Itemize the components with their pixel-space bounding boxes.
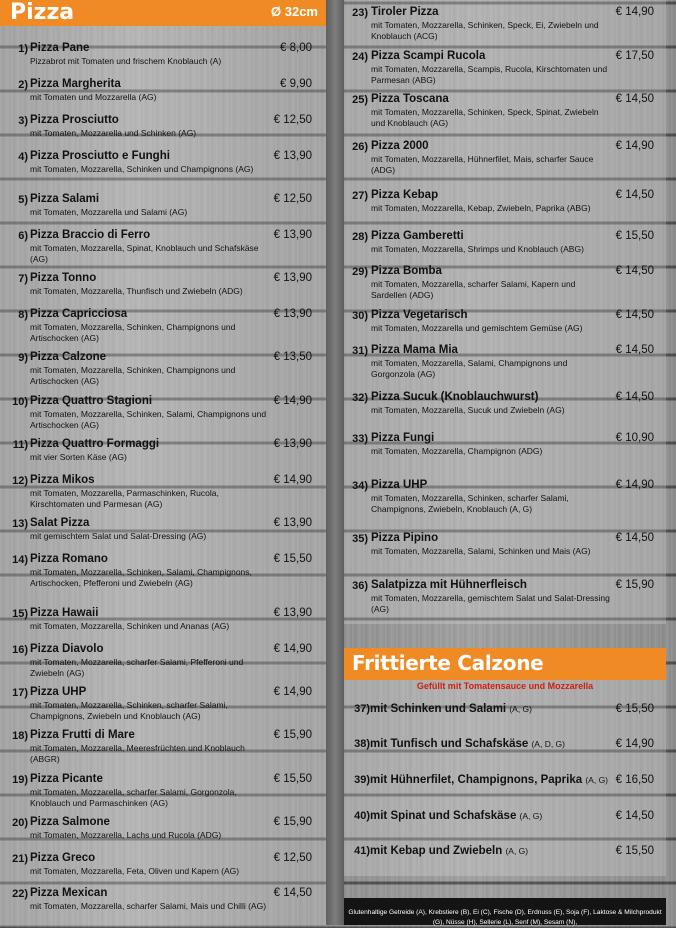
item-price: € 17,50: [615, 50, 654, 62]
item-price: € 14,50: [615, 532, 654, 544]
item-name: Pizza Pane: [30, 42, 90, 54]
pizza-title: Pizza: [10, 0, 75, 25]
item-name: Pizza Romano: [30, 553, 108, 565]
item-allergen: (A, G): [509, 704, 532, 714]
item-description: mit Tomaten, Mozzarella, Schinken, scharfer Salami, Champignons, Zwiebeln und Knoblauch (AG): [30, 700, 228, 721]
item-price: € 16,50: [615, 774, 654, 786]
item-number: 3): [18, 115, 28, 127]
item-number: 41): [354, 845, 370, 857]
item-number: 37): [354, 703, 370, 715]
item-name: Pizza Gamberetti: [371, 230, 464, 242]
item-name: Pizza Mikos: [30, 474, 95, 486]
item-price: € 13,50: [273, 351, 312, 363]
item-description: mit Tomaten, Mozzarella, gemischtem Salat und Salat-Dressing (AG): [371, 593, 610, 614]
item-description: mit Tomaten und Mozzarella (AG): [30, 92, 157, 102]
item-price: € 15,50: [273, 773, 312, 785]
item-name: Pizza Bomba: [371, 265, 442, 277]
item-description: mit Tomaten, Mozzarella, Schinken, Salami, Champignons, Artischocken, Pfefferoni und Zwiebeln (AG): [30, 567, 252, 588]
item-price: € 15,50: [615, 703, 654, 715]
item-name: Salat Pizza: [30, 517, 90, 529]
item-price: € 14,90: [273, 395, 312, 407]
item-price: € 14,90: [273, 474, 312, 486]
column-divider: [326, 0, 344, 925]
item-number: 15): [12, 608, 28, 620]
item-number: 1): [18, 43, 28, 55]
item-price: € 10,90: [615, 432, 654, 444]
item-description: mit Tomaten, Mozzarella, Schinken, scharfer Salami, Champignons, Zwiebeln, Knoblauch (A, G): [371, 493, 569, 514]
item-price: € 14,50: [615, 189, 654, 201]
item-price: € 14,50: [615, 810, 654, 822]
item-description: mit Tomaten, Mozzarella, Schinken und Ananas (AG): [30, 621, 230, 631]
item-description: mit Tomaten, Mozzarella, Schinken, Champignons und Artischocken (AG): [30, 365, 236, 386]
item-price: € 14,90: [615, 738, 654, 750]
item-number: 23): [352, 7, 368, 19]
item-description: mit Tomaten, Mozzarella, Lachs und Rucola (ADG): [30, 830, 222, 840]
item-description: mit Tomaten, Mozzarella, scharfer Salami, Gorgonzola, Knoblauch und Parmaschinken (AG): [30, 787, 237, 808]
item-price: € 8,00: [280, 42, 312, 54]
item-name: Pizza Capricciosa: [30, 308, 128, 320]
item-number: 8): [18, 309, 28, 321]
item-number: 31): [352, 345, 368, 357]
item-number: 29): [352, 266, 368, 278]
item-description: mit Tomaten, Mozzarella, Kebap, Zwiebeln, Paprika (ABG): [371, 203, 591, 213]
item-name: [370, 810, 542, 822]
item-price: € 13,90: [273, 517, 312, 529]
item-number: 30): [352, 310, 368, 322]
item-name: Pizza Toscana: [371, 93, 449, 105]
item-description: mit Tomaten, Mozzarella und gemischtem Gemüse (AG): [371, 323, 583, 333]
item-name-text: mit Spinat und Schafskäse: [370, 810, 520, 822]
item-name: [370, 774, 608, 786]
item-price: € 12,50: [273, 852, 312, 864]
item-name: Pizza Frutti di Mare: [30, 729, 135, 741]
item-number: 22): [12, 888, 28, 900]
item-number: 38): [354, 738, 370, 750]
item-price: € 9,90: [280, 78, 312, 90]
item-number: 12): [12, 475, 28, 487]
calzone-title: Frittierte Calzone: [352, 651, 544, 675]
item-name: Pizza Scampi Rucola: [371, 50, 486, 62]
item-description: mit Tomaten, Mozzarella, Parmaschinken, Rucola, Kirschtomaten und Parmesan (AG): [30, 488, 219, 509]
item-price: € 13,90: [273, 229, 312, 241]
item-price: € 14,90: [273, 643, 312, 655]
pizza-size: Ø 32cm: [271, 4, 318, 19]
item-price: € 13,90: [273, 150, 312, 162]
item-name-text: mit Schinken und Salami: [370, 703, 510, 715]
item-name: Pizza Mama Mia: [371, 344, 458, 356]
item-name: Pizza Hawaii: [30, 607, 99, 619]
item-name: Pizza Salmone: [30, 816, 110, 828]
item-number: 33): [352, 433, 368, 445]
item-name: Pizza Margherita: [30, 78, 121, 90]
item-name: Pizza Fungi: [371, 432, 435, 444]
item-description: mit vier Sorten Käse (AG): [30, 452, 127, 462]
item-name: Pizza Salami: [30, 193, 100, 205]
item-price: € 12,50: [273, 193, 312, 205]
item-allergen: (A, D, G): [531, 739, 565, 749]
item-number: 36): [352, 580, 368, 592]
allergen-footer: [344, 898, 666, 925]
item-number: 10): [12, 396, 28, 408]
calzone-section-header: [344, 648, 666, 680]
item-description: mit Tomaten, Mozzarella, Thunfisch und Zwiebeln (ADG): [30, 286, 243, 296]
item-name: Salatpizza mit Hühnerfleisch: [371, 579, 527, 591]
item-name: Pizza Greco: [30, 852, 96, 864]
item-price: € 13,90: [273, 272, 312, 284]
item-name: Pizza UHP: [30, 686, 87, 698]
item-description: mit Tomaten, Mozzarella, Spinat, Knoblauch und Schafskäse (AG): [30, 243, 259, 264]
item-description: mit Tomaten, Mozzarella, Salami, Champignons und Gorgonzola (AG): [371, 358, 568, 379]
item-number: 17): [12, 687, 28, 699]
item-name-text: mit Kebap und Zwiebeln: [370, 845, 506, 857]
item-price: € 14,90: [273, 686, 312, 698]
item-description: mit Tomaten, Mozzarella, scharfer Salami, Pfefferoni und Zwiebeln (AG): [30, 657, 244, 678]
item-name: Pizza Quattro Formaggi: [30, 438, 160, 450]
item-price: € 14,50: [615, 344, 654, 356]
item-name: Pizza Picante: [30, 773, 103, 785]
item-number: 11): [12, 439, 28, 451]
item-description: mit Tomaten, Mozzarella, scharfer Salami, Kapern und Sardellen (ADG): [371, 279, 576, 300]
item-name: Pizza Calzone: [30, 351, 107, 363]
item-price: € 15,90: [615, 579, 654, 591]
item-price: € 15,50: [273, 553, 312, 565]
item-number: 9): [18, 352, 28, 364]
item-price: € 14,50: [273, 887, 312, 899]
item-description: mit Tomaten, Mozzarella, Schinken, Champignons und Artischocken (AG): [30, 322, 236, 343]
item-name: Pizza Kebap: [371, 189, 439, 201]
item-price: € 15,50: [615, 230, 654, 242]
item-description: mit Tomaten, Mozzarella, Feta, Oliven und Kapern (AG): [30, 866, 240, 876]
item-number: 39): [354, 774, 370, 786]
item-number: 40): [354, 810, 370, 822]
item-number: 19): [12, 774, 28, 786]
item-name: [370, 845, 528, 857]
item-number: 2): [18, 79, 28, 91]
item-name: Pizza Pipino: [371, 532, 439, 544]
item-name: Pizza Quattro Stagioni: [30, 395, 153, 407]
item-price: € 14,90: [615, 140, 654, 152]
item-number: 4): [18, 151, 28, 163]
item-description: mit Tomaten, Mozzarella, Shrimps und Knoblauch (ABG): [371, 244, 584, 254]
calzone-subtitle: Gefüllt mit Tomatensauce und Mozzarella: [416, 681, 594, 691]
item-number: 26): [352, 141, 368, 153]
item-description: mit Tomaten, Mozzarella und Schinken (AG): [30, 128, 197, 138]
item-description: mit gemischtem Salat und Salat-Dressing (AG): [30, 531, 207, 541]
item-name: Tiroler Pizza: [371, 6, 439, 18]
item-number: 7): [18, 273, 28, 285]
item-description: mit Tomaten, Mozzarella, Schinken, Speck, Ei, Zwiebeln und Knoblauch (ACG): [371, 20, 599, 41]
item-description: mit Tomaten, Mozzarella, Hühnerfilet, Mais, scharfer Sauce (ADG): [371, 154, 594, 175]
item-price: € 15,90: [273, 729, 312, 741]
item-number: 28): [352, 231, 368, 243]
item-number: 18): [12, 730, 28, 742]
item-price: € 14,50: [615, 309, 654, 321]
item-price: € 12,50: [273, 114, 312, 126]
item-name: Pizza Sucuk (Knoblauchwurst): [371, 391, 539, 403]
item-number: 16): [12, 644, 28, 656]
item-description: mit Tomaten, Mozzarella, Sucuk und Zwiebeln (AG): [371, 405, 565, 415]
item-description: Pizzabrot mit Tomaten und frischem Knoblauch (A): [30, 56, 222, 66]
item-price: € 14,50: [615, 93, 654, 105]
item-price: € 14,50: [615, 391, 654, 403]
item-number: 20): [12, 817, 28, 829]
item-name: Pizza 2000: [371, 140, 429, 152]
item-name: Pizza UHP: [371, 479, 428, 491]
item-name-text: mit Tunfisch und Schafskäse: [370, 738, 532, 750]
item-price: € 13,90: [273, 308, 312, 320]
item-name: Pizza Prosciutto e Funghi: [30, 150, 170, 162]
item-number: 24): [352, 51, 368, 63]
item-description: mit Tomaten, Mozzarella, Scampis, Rucola, Kirschtomaten und Parmesan (ABG): [371, 64, 608, 85]
item-allergen: (A, G): [505, 846, 529, 856]
item-number: 35): [352, 533, 368, 545]
item-number: 21): [12, 853, 28, 865]
item-price: € 15,50: [615, 845, 654, 857]
item-description: mit Tomaten, Mozzarella, Meeresfrüchten und Knoblauch (ABGR): [30, 743, 245, 764]
item-allergen: (A, G): [519, 811, 543, 821]
item-allergen: (A, G): [585, 775, 609, 785]
pizza-section-header: [0, 0, 326, 26]
item-number: 13): [12, 518, 28, 530]
item-description: mit Tomaten, Mozzarella, Champignon (ADG): [371, 446, 543, 456]
item-description: mit Tomaten, Mozzarella, Salami, Schinken und Mais (AG): [371, 546, 591, 556]
item-price: € 13,90: [273, 438, 312, 450]
item-number: 25): [352, 94, 368, 106]
item-number: 6): [18, 230, 28, 242]
item-name: Pizza Tonno: [30, 272, 97, 284]
item-price: € 15,90: [273, 816, 312, 828]
item-description: mit Tomaten, Mozzarella, Schinken, Salami, Champignons und Artischocken (AG): [30, 409, 267, 430]
allergen-text: Glutenhaltige Getreide (A), Krebstiere (B), Ei (C), Fische (D), Erdnuss (E), Soja (F), Laktose & Milchprodukt (G), Nüsse (H), Sellerie (L), Senf (M), Sesam (N),: [348, 909, 662, 926]
item-name: Pizza Diavolo: [30, 643, 104, 655]
item-description: mit Tomaten, Mozzarella, scharfer Salami, Mais und Chilli (AG): [30, 901, 267, 911]
item-number: 14): [12, 554, 28, 566]
item-name: [370, 703, 532, 715]
item-number: 32): [352, 392, 368, 404]
item-price: € 14,90: [615, 6, 654, 18]
item-number: 27): [352, 190, 368, 202]
item-price: € 14,50: [615, 265, 654, 277]
item-description: mit Tomaten, Mozzarella, Schinken, Speck, Spinat, Zwiebeln und Knoblauch (AG): [371, 107, 599, 128]
item-name: [370, 738, 565, 750]
item-number: 5): [18, 194, 28, 206]
item-description: mit Tomaten, Mozzarella und Salami (AG): [30, 207, 188, 217]
item-name: Pizza Prosciutto: [30, 114, 119, 126]
item-price: € 14,90: [615, 479, 654, 491]
item-name: Pizza Braccio di Ferro: [30, 229, 151, 241]
item-name: Pizza Mexican: [30, 887, 108, 899]
item-price: € 13,90: [273, 607, 312, 619]
item-description: mit Tomaten, Mozzarella, Schinken und Champignons (AG): [30, 164, 254, 174]
item-number: 34): [352, 480, 368, 492]
item-name: Pizza Vegetarisch: [371, 309, 468, 321]
item-name-text: mit Hühnerfilet, Champignons, Paprika: [370, 774, 586, 786]
